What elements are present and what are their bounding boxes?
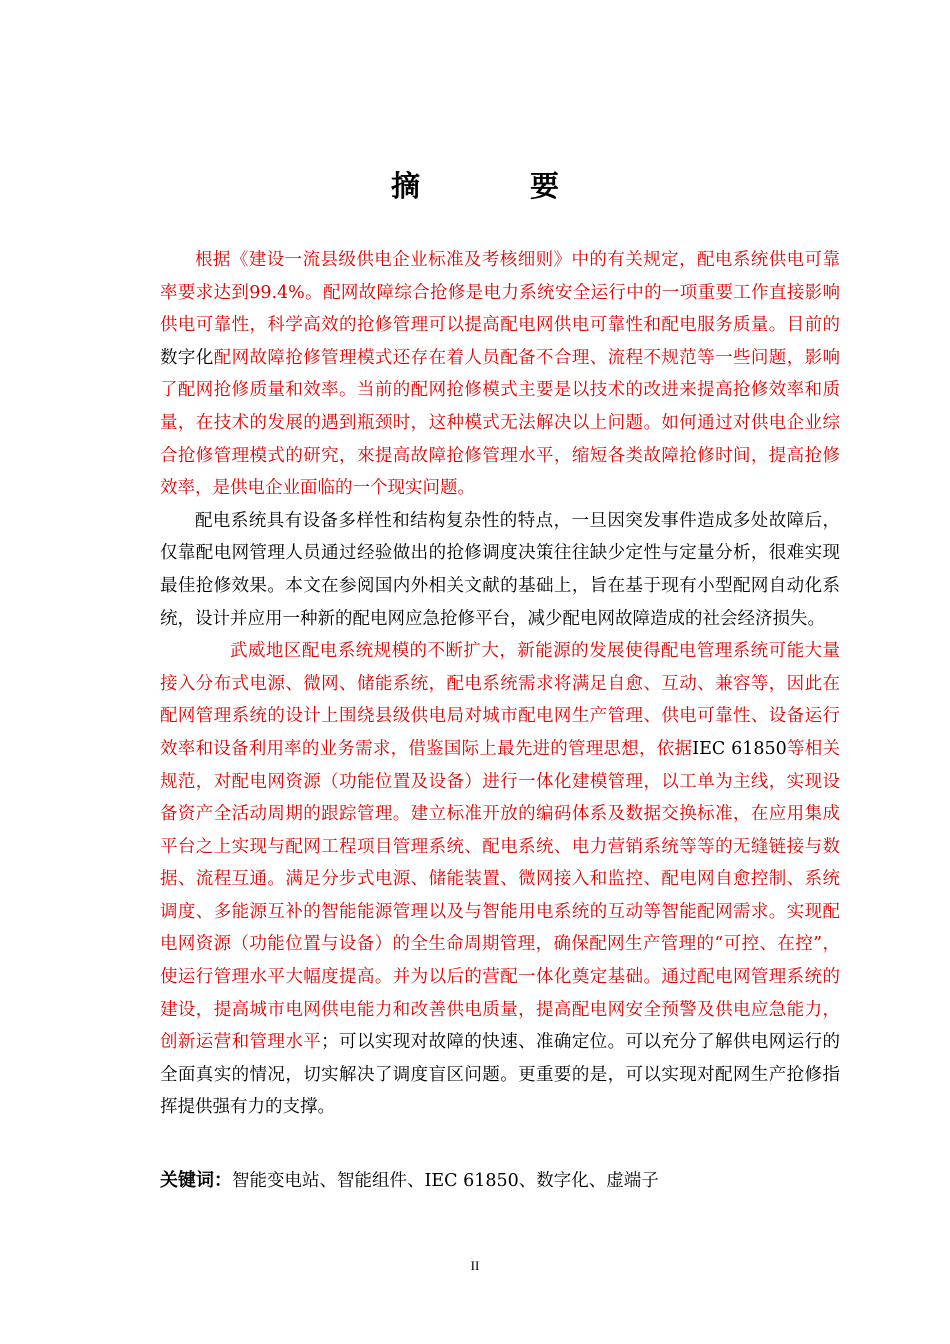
abstract-paragraph-2 — [160, 505, 840, 635]
paragraph-3-text-d: ；可以实现对故障的快速、准确定位。可以充分了解供电网运行的全面真实的情况，切实解决了调度盲区问题。更重要的是，可以实现对配网生产抢修指挥提供强有力的支撑。 — [160, 1032, 841, 1118]
page-title: 摘 要 — [390, 169, 610, 203]
keywords-text: 智能变电站、智能组件、IEC 61850、数字化、虚端子 — [232, 1171, 659, 1191]
keywords-label: 关键词： — [160, 1170, 232, 1191]
paragraph-3-text-b: IEC 61850 — [692, 738, 787, 759]
paragraph-1-text-b: 数字化 — [160, 347, 214, 368]
paragraph-1-text-a: 根据《建设一流县级供电企业标准及考核细则》中的有关规定，配电系统供电可靠率要求达到99.4%。配网故障综合抢修是电力系统安全运行中的一项重要工作直接影响供电可靠性，科学高效的抢修管理可以提高配电网供电可靠性和配电服务质量。目前的 — [160, 250, 840, 336]
paragraph-3-text-c: 等相关规范，对配电网资源（功能位置及设备）进行一体化建模管理，以工单为主线，实现设备资产全活动周期的跟踪管理。建立标准开放的编码体系及数据交换标准，在应用集成平台之上实现与配网工程项目管理系统、配电系统、电力营销系统等等的无缝链接与数据、流程互通。满足分步式电源、储能装置、微网接入和监控、配电网自愈控制、系统调度、多能源互补的智能能源管理以及与智能用电系统的互动等智能配网需求。实现配电网资源（功能位置与设备）的全生命周期管理，确保配网生产管理的“可控、在控”，使运行管理水平大幅度提高。并为以后的营配一体化奠定基础。通过配电网管理系统的建设，提高城市电网供电能力和改善供电质量，提高配电网安全预警及供电应急能力，创新运营和管理水平 — [160, 738, 841, 1053]
paragraph-1-text-c: 配网故障抢修管理模式还存在着人员配备不合理、流程不规范等一些问题，影响了配网抢修质量和效率。当前的配网抢修模式主要是以技术的改进来提高抢修效率和质量，在技术的发展的遇到瓶颈时，这种模式无法解决以上问题。如何通过对供电企业综合抢修管理模式的研究，來提高故障抢修管理水平，缩短各类故障抢修时间，提高抢修效率，是供电企业面临的一个现实问题。 — [160, 347, 840, 499]
paragraph-2-text: 配电系统具有设备多样性和结构复杂性的特点，一旦因突发事件造成多处故障后，仅靠配电网管理人员通过经验做出的抢修调度决策往往缺少定性与定量分析，很难实现最佳抢修效果。本文在参阅国内外相关文献的基础上，旨在基于现有小型配网自动化系统，设计并应用一种新的配电网应急抢修平台，减少配电网故障造成的社会经济损失。 — [160, 510, 840, 629]
abstract-paragraph-1 — [160, 244, 840, 505]
paragraph-3-text-a: 武威地区配电系统规模的不断扩大，新能源的发展使得配电管理系统可能大量接入分布式电源、微网、储能系统，配电系统需求将满足自愈、互动、兼容等，因此在配网管理系统的设计上围绕县级供电局对城市配电网生产管理、供电可靠性、设备运行效率和设备利用率的业务需求，借鉴国际上最先进的管理思想，依据 — [160, 641, 840, 759]
keywords-line — [160, 1165, 659, 1197]
abstract-paragraph-3 — [160, 635, 840, 1124]
page-number: II — [470, 1258, 480, 1273]
abstract-body — [160, 244, 840, 1124]
